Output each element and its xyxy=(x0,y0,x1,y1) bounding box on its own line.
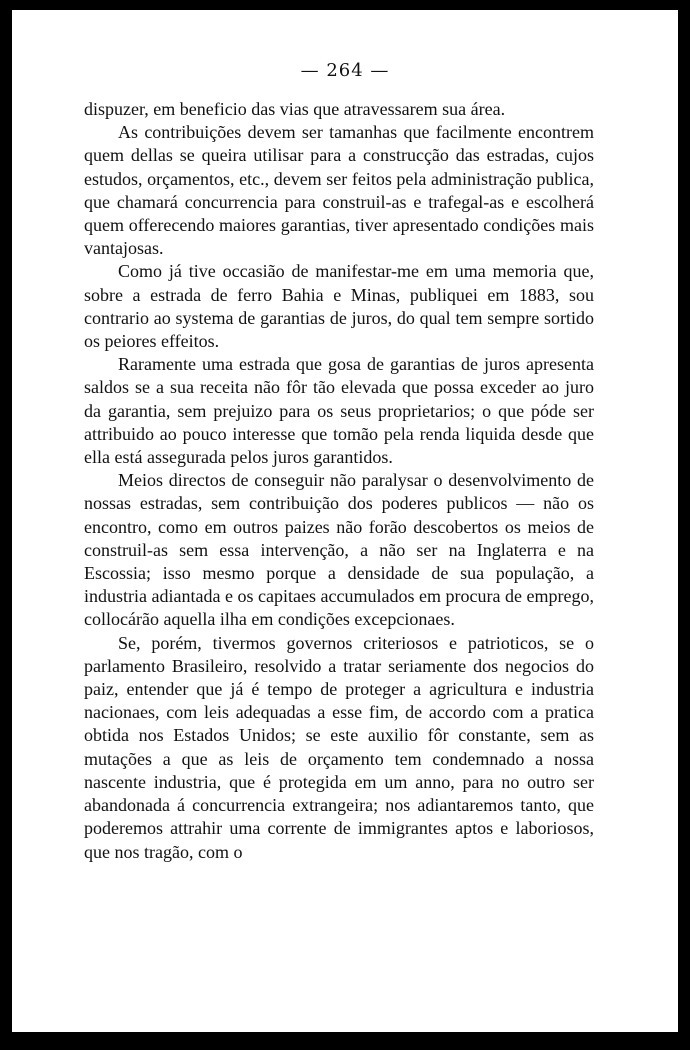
book-page xyxy=(12,10,678,1032)
paragraph-3: Como já tive occasião de manifestar-me em uma memoria que, sobre a estrada de ferro Bahia e Minas, publiquei em 1883, sou contrario ao systema de garantias de juros, do qual tem sempre sortido os peiores effeitos. xyxy=(84,261,594,352)
paragraph-1: dispuzer, em beneficio das vias que atravessarem sua área. xyxy=(84,99,506,119)
page-number: — 264 — xyxy=(300,60,390,81)
paragraph-2: As contribuições devem ser tamanhas que facilmente encontrem quem dellas se queira utilisar para a construcção das estradas, cujos estudos, orçamentos, etc., devem ser feitos pela administração publica, que chamará concurrencia para construil-as e trafegal-as e escolherá quem offerecendo maiores garantias, tiver apresentado condições mais vantajosas. xyxy=(84,122,594,259)
paragraph-6: Se, porém, tivermos governos criteriosos e patrioticos, se o parlamento Brasileiro, resolvido a tratar seriamente dos negocios do paiz, entender que já é tempo de proteger a agricultura e industria nacionaes, com leis adequadas a esse fim, de accordo com a pratica obtida nos Estados Unidos; se este auxilio fôr constante, sem as mutações a que as leis de orçamento tem condemnado a nossa nascente industria, que é protegida em um anno, para no outro ser abandonada á concurrencia extrangeira; nos adiantaremos tanto, que poderemos attrahir uma corrente de immigrantes aptos e laboriosos, que nos tragão, com o xyxy=(84,632,594,862)
paragraph-5: Meios directos de conseguir não paralysar o desenvolvimento de nossas estradas, sem contribuição dos poderes publicos — não os encontro, como em outros paizes não forão descobertos os meios de construil-as sem essa intervenção, a não ser na Inglaterra e na Escossia; isso mesmo porque a densidade de sua população, a industria adiantada e os capitaes accumulados em procura de emprego, collocárão aquella ilha em condições excepcionaes. xyxy=(84,470,594,630)
paragraph-4: Raramente uma estrada que gosa de garantias de juros apresenta saldos se a sua receita não fôr tão elevada que possa exceder ao juro da garantia, sem prejuizo para os seus proprietarios; o que póde ser attribuido ao pouco interesse que tomão pela renda liquida desde que ella está assegurada pelos juros garantidos. xyxy=(84,354,594,468)
body-text xyxy=(84,98,594,864)
